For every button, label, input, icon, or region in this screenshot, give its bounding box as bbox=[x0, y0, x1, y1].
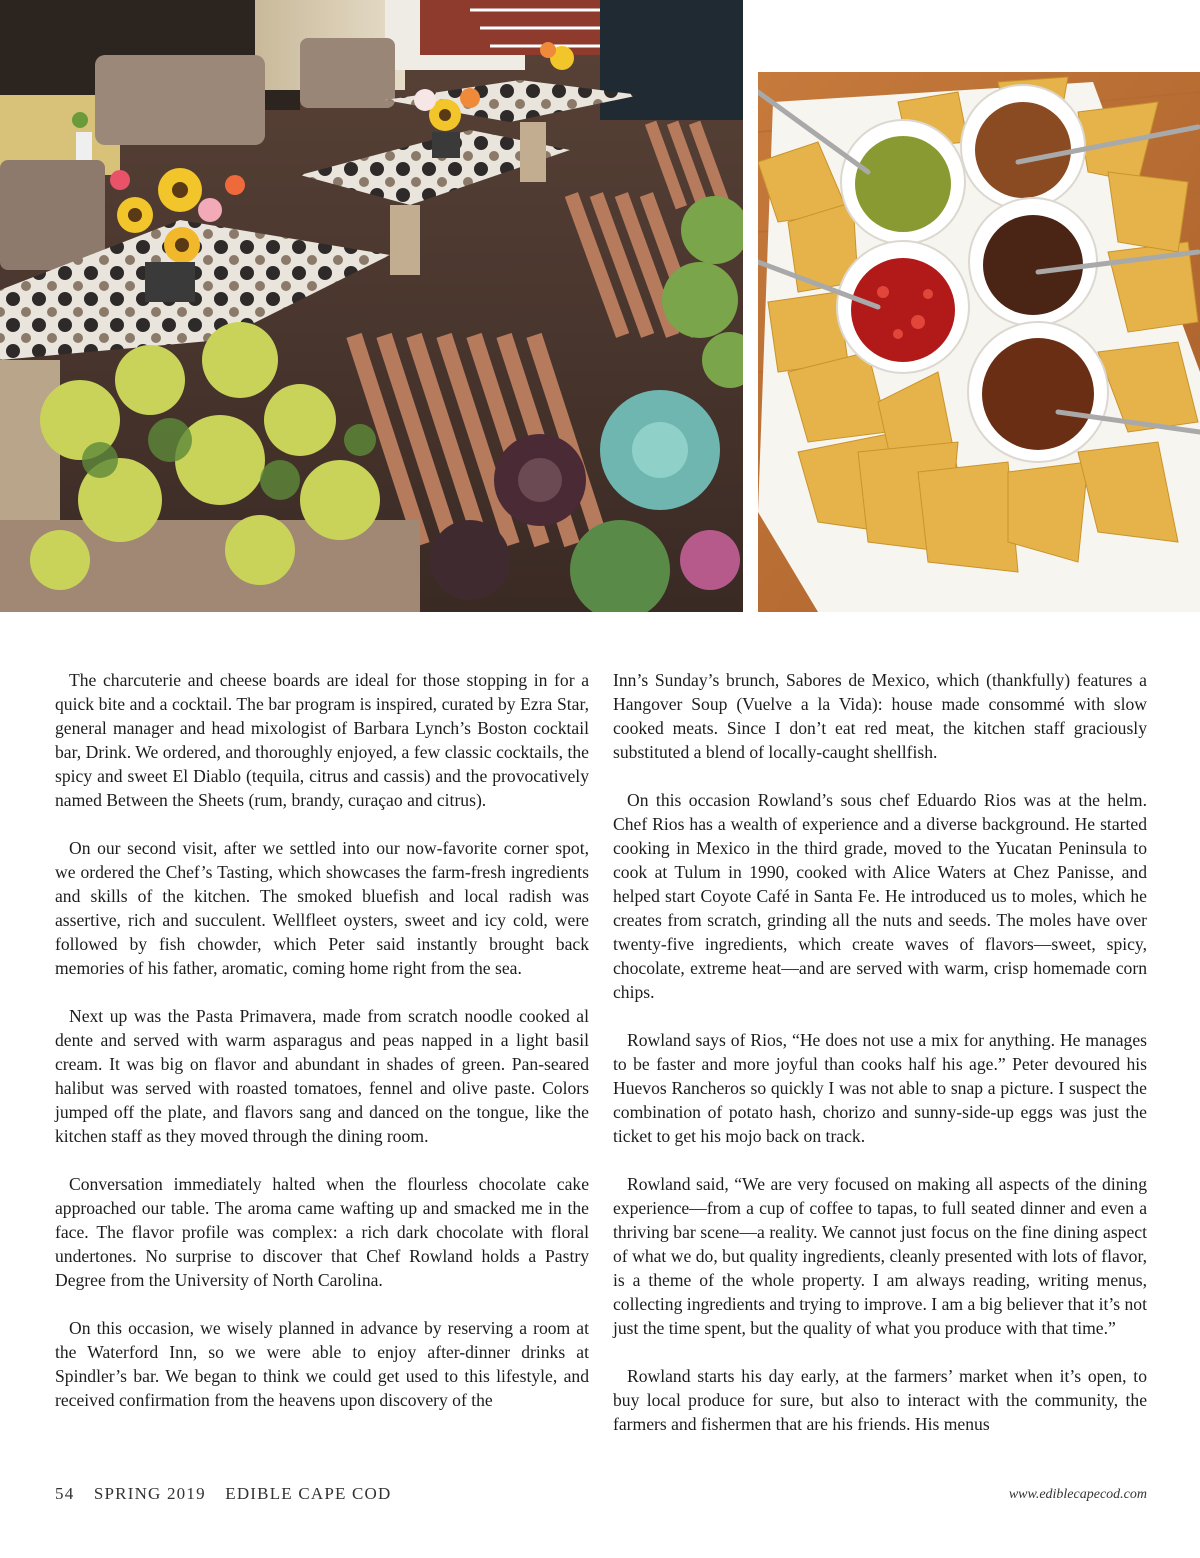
article-paragraph: Rowland said, “We are very focused on making all aspects of the dining experience—from a cup of coffee to tapas, to full seated dinner and even a thriving bar scene—a reality. We cannot just focus on the fine dining aspect of what we do, but quality ingredients, cleanly presented with lots of flavor, is a theme of the whole property. I am always reading, writing menus, collecting ingredients and trying to improve. I am a big believer that it’s not just the time spent, but the quality of what you produce with that time.” bbox=[613, 1174, 1147, 1338]
article-column-right bbox=[613, 668, 1147, 1460]
article-paragraph: On our second visit, after we settled into our now-favorite corner spot, we ordered the Chef’s Tasting, which showcases the farm-fresh ingredients and skills of the kitchen. The smoked bluefish and local radish was assertive, rich and succulent. Wellfleet oysters, sweet and icy cold, were followed by fish chowder, which Peter said instantly brought back memories of his father, aromatic, coming home right from the sea. bbox=[55, 838, 589, 978]
article-paragraph: On this occasion, we wisely planned in advance by reserving a room at the Waterford Inn, so we were able to enjoy after-dinner drinks at Spindler’s bar. We began to think we could get used to this lifestyle, and received confirmation from the heavens upon discovery of the bbox=[55, 1318, 589, 1410]
article-paragraph: Rowland says of Rios, “He does not use a mix for anything. He manages to be faster and more joyful than cooks half his age.” Peter devoured his Huevos Rancheros so quickly I was not able to snap a picture. I suspect the combination of potato hash, chorizo and sunny-side-up eggs was just the ticket to get his mojo back on track. bbox=[613, 1030, 1147, 1146]
article-paragraph-continued: Inn’s Sunday’s brunch, Sabores de Mexico, which (thankfully) features a Hangover Soup (Vuelve a la Vida): house made consommé with slow cooked meats. Since I don’t eat red meat, the kitchen staff graciously substituted a blend of locally-caught shellfish. bbox=[613, 670, 1147, 762]
magazine-name: EDIBLE CAPE COD bbox=[225, 1484, 392, 1503]
website-url[interactable]: www.ediblecapecod.com bbox=[1008, 1487, 1147, 1502]
issue-date: SPRING 2019 bbox=[93, 1484, 206, 1503]
article-paragraph: On this occasion Rowland’s sous chef Eduardo Rios was at the helm. Chef Rios has a wealth of experience and a diverse background. He started cooking in Mexico in the third grade, moved to the Yucatan Peninsula to cook at Tulum in 1990, cooked with Alice Waters at Chez Panisse, and helped start Coyote Café in Santa Fe. He introduced us to moles, which he creates from scratch, grinding all the nuts and seeds. The moles have over twenty-five ingredients, which create waves of flavors—sweet, spicy, chocolate, extreme heat—and are served with warm, crisp homemade corn chips. bbox=[613, 790, 1147, 1002]
article-paragraph: Conversation immediately halted when the flourless chocolate cake approached our table. The aroma came wafting up and smacked me in the face. The flavor profile was complex: a rich dark chocolate with floral undertones. No surprise to discover that Chef Rowland holds a Pastry Degree from the University of North Carolina. bbox=[55, 1174, 589, 1290]
patio-dining-photo bbox=[0, 0, 743, 612]
page-number: 54 bbox=[55, 1484, 75, 1503]
article-paragraph: Rowland starts his day early, at the farmers’ market when it’s open, to buy local produce for sure, but also to interact with the community, the farmers and fishermen that are his friends. His menus bbox=[613, 1366, 1147, 1434]
page-folio bbox=[55, 1484, 406, 1504]
patio-scene bbox=[0, 0, 743, 612]
article-paragraph: Next up was the Pasta Primavera, made from scratch noodle cooked al dente and served with warm asparagus and peas napped in a light basil cream. It was big on flavor and abundant in shades of green. Pan-seared halibut was served with roasted tomatoes, fennel and olive paste. Colors jumped off the plate, and flavors sang and danced on the tongue, like the kitchen staff as they moved through the dining room. bbox=[55, 1006, 589, 1146]
article-paragraph: The charcuterie and cheese boards are ideal for those stopping in for a quick bite and a cocktail. The bar program is inspired, curated by Ezra Star, general manager and head mixologist of Barbara Lynch’s Boston cocktail bar, Drink. We ordered, and thoroughly enjoyed, a few classic cocktails, the spicy and sweet El Diablo (tequila, citrus and cassis) and the provocatively named Between the Sheets (rum, brandy, curaçao and citrus). bbox=[55, 670, 589, 810]
salsa-and-chips-photo bbox=[758, 72, 1200, 612]
article-column-left bbox=[55, 668, 589, 1436]
salsa-scene bbox=[758, 72, 1200, 612]
